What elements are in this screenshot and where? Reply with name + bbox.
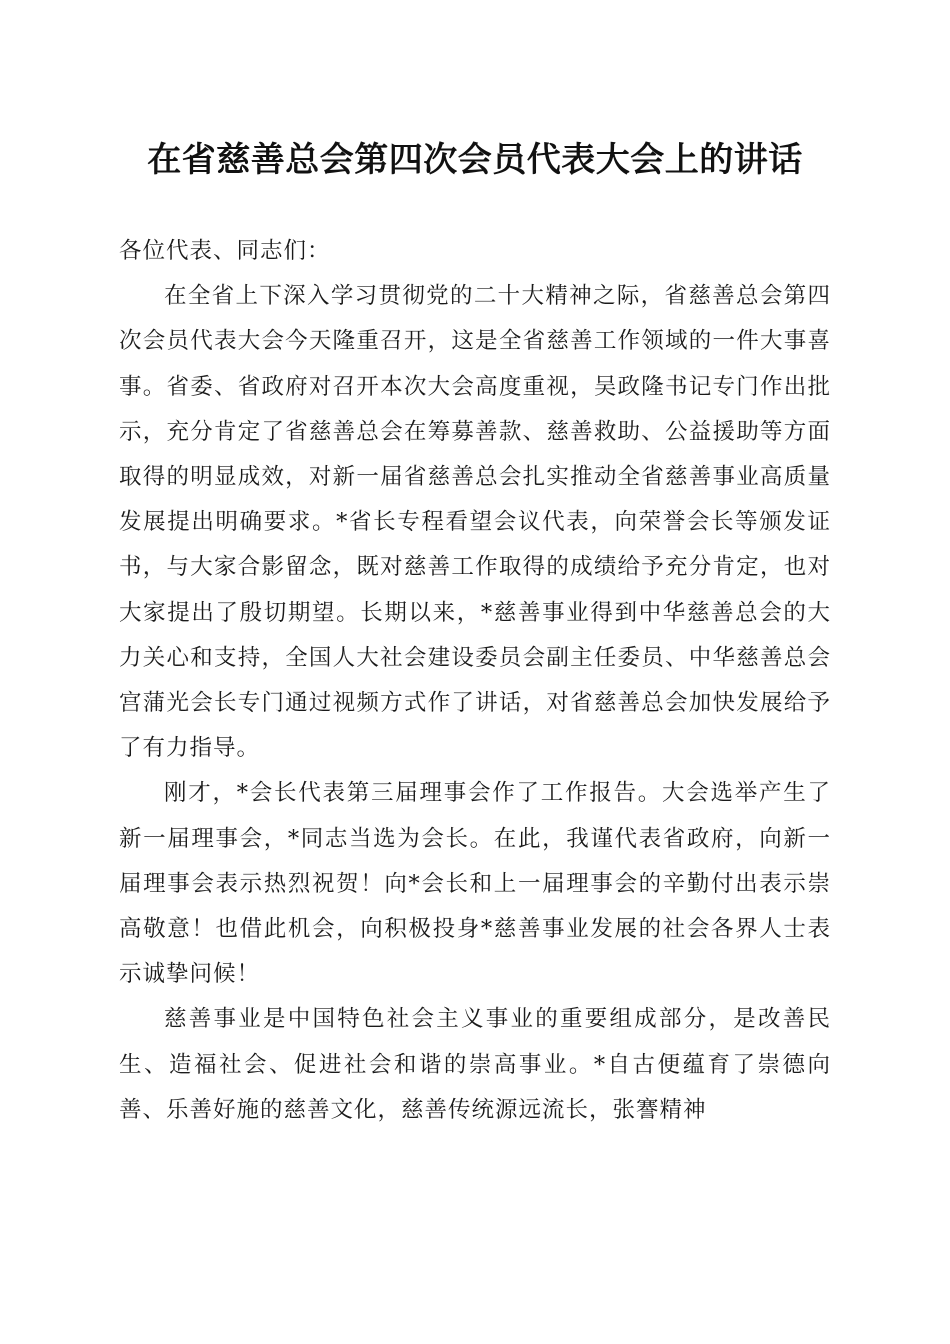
paragraph-1: 在全省上下深入学习贯彻党的二十大精神之际，省慈善总会第四次会员代表大会今天隆重召开，这是全省慈善工作领域的一件大事喜事。省委、省政府对召开本次大会高度重视，吴政隆书记专门作出批示，充分肯定了省慈善总会在筹募善款、慈善救助、公益援助等方面取得的明显成效，对新一届省慈善总会扎实推动全省慈善事业高质量发展提出明确要求。*省长专程看望会议代表，向荣誉会长等颁发证书，与大家合影留念，既对慈善工作取得的成绩给予充分肯定，也对大家提出了殷切期望。长期以来，*慈善事业得到中华慈善总会的大力关心和支持，全国人大社会建设委员会副主任委员、中华慈善总会宫蒲光会长专门通过视频方式作了讲话，对省慈善总会加快发展给予了有力指导。 (119, 283, 831, 762)
document-body (119, 229, 831, 1133)
document-title: 在省慈善总会第四次会员代表大会上的讲话 (147, 140, 803, 180)
paragraph-2: 刚才，*会长代表第三届理事会作了工作报告。大会选举产生了新一届理事会，*同志当选为会长。在此，我谨代表省政府，向新一届理事会表示热烈祝贺！向*会长和上一届理事会的辛勤付出表示崇高敬意！也借此机会，向积极投身*慈善事业发展的社会各界人士表示诚挚问候！ (119, 780, 831, 988)
paragraph-3: 慈善事业是中国特色社会主义事业的重要组成部分，是改善民生、造福社会、促进社会和谐的崇高事业。*自古便蕴育了崇德向善、乐善好施的慈善文化，慈善传统源远流长，张謇精神 (119, 1006, 831, 1123)
salutation: 各位代表、同志们： (119, 238, 331, 264)
